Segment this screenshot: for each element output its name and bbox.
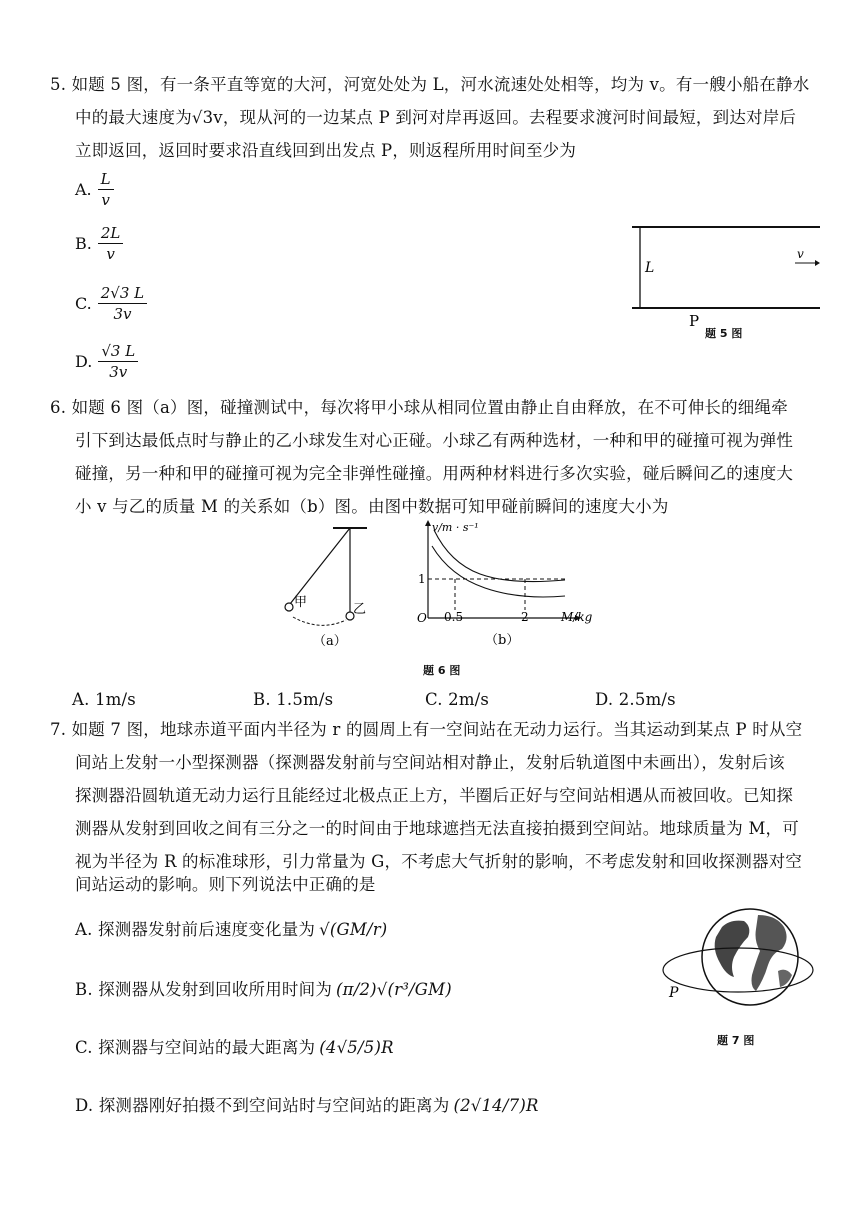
ball-jia-label: 甲: [294, 595, 308, 610]
elastic-curve: [434, 530, 565, 582]
swing-path: [293, 617, 346, 625]
figure-a-label: （a）: [313, 634, 347, 649]
option-label: D.: [75, 352, 93, 371]
option-text: D. 探测器刚好拍摄不到空间站时与空间站的距离为: [75, 1096, 450, 1115]
q7-stem-line5: 视为半径为 R 的标准球形，引力常量为 G，不考虑大气折射的影响，不考虑发射和回收探测器对空: [75, 852, 803, 871]
flow-arrowhead: [815, 260, 820, 266]
q5-option-a: [75, 170, 114, 209]
fraction-denominator: v: [106, 245, 115, 263]
fraction-denominator: 3v: [109, 363, 128, 381]
q6-option-a: A. 1m/s: [72, 690, 136, 709]
q7-stem-line3: 探测器沿圆轨道无动力运行且能经过北极点正上方，半圈后正好与空间站相遇从而被回收。已知探: [75, 786, 794, 805]
q5-option-d: [75, 342, 138, 381]
x-tick-label-1: 2: [521, 610, 529, 624]
q7-earth-orbit-figure: [660, 905, 820, 1030]
point-p-label: P: [689, 312, 700, 330]
origin-label: O: [417, 611, 427, 625]
q6-velocity-mass-graph: [410, 518, 610, 653]
q5-stem-line1: 5. 如题 5 图，有一条平直等宽的大河，河宽处处为 L，河水流速处处相等，均为 v。有一艘小船在静水: [50, 75, 810, 94]
q5-stem-line3: 立即返回，返回时要求沿直线回到出发点 P，则返程所用时间至少为: [75, 141, 577, 160]
option-text: A. 探测器发射前后速度变化量为: [75, 920, 316, 939]
x-axis-label: M/kg: [561, 610, 593, 624]
q7-stem-line4: 测器从发射到回收之间有三分之一的时间由于地球遮挡无法直接拍摄到空间站。地球质量为 M，可: [75, 819, 799, 838]
q6-stem-line2: 引下到达最低点时与静止的乙小球发生对心正碰。小球乙有两种选材，一种和甲的碰撞可视为弹性: [75, 431, 794, 450]
q7-option-d: [75, 1094, 539, 1118]
q6-option-c: C. 2m/s: [425, 690, 490, 709]
ball-yi-label: 乙: [353, 602, 367, 617]
point-p-label: P: [669, 985, 679, 1001]
option-label: A.: [75, 180, 92, 199]
q6-option-d: D. 2.5m/s: [595, 690, 676, 709]
fraction-numerator: √3 L: [98, 342, 138, 362]
q6-option-b: B. 1.5m/s: [253, 690, 334, 709]
y-axis-label: v/m · s⁻¹: [432, 521, 479, 534]
q6-stem-line1: 6. 如题 6 图（a）图，碰撞测试中，每次将甲小球从相同位置由静止自由释放，在不可伸长的细绳牵: [50, 398, 788, 417]
fraction-denominator: v: [101, 191, 110, 209]
inelastic-curve: [432, 546, 565, 597]
q7-option-c: [75, 1036, 394, 1060]
option-math: √(GM/r): [319, 920, 388, 939]
q7-option-b: [75, 978, 452, 1002]
option-math: (π/2)√(r³/GM): [336, 980, 452, 999]
ball-jia: [285, 603, 293, 611]
option-math: (4√5/5)R: [319, 1038, 394, 1057]
q6-figure-caption: 题 6 图: [423, 664, 461, 677]
flow-velocity-label: v: [797, 247, 804, 261]
option-text: C. 探测器与空间站的最大距离为: [75, 1038, 316, 1057]
fraction-denominator: 3v: [113, 305, 132, 323]
y-tick-label: 1: [418, 572, 426, 586]
q7-figure-caption: 题 7 图: [717, 1034, 755, 1047]
q6-stem-line4: 小 v 与乙的质量 M 的关系如（b）图。由图中数据可知甲碰前瞬间的速度大小为: [75, 497, 669, 516]
q5-stem-line2: 中的最大速度为√3v，现从河的一边某点 P 到河对岸再返回。去程要求渡河时间最短，到达对岸后: [75, 108, 797, 127]
figure-b-label: （b）: [485, 633, 520, 648]
q5-figure-caption: 题 5 图: [705, 327, 743, 340]
y-axis-arrow: [425, 520, 431, 526]
q5-option-b: [75, 224, 123, 263]
q5-option-c: [75, 284, 147, 323]
q7-stem-line2: 间站上发射一小型探测器（探测器发射前与空间站相对静止，发射后轨道图中未画出），发射后该: [75, 753, 785, 772]
q7-stem-line6: 间站运动的影响。则下列说法中正确的是: [75, 875, 376, 894]
fraction-numerator: L: [98, 170, 114, 190]
option-text: B. 探测器从发射到回收所用时间为: [75, 980, 333, 999]
river-width-label: L: [645, 260, 655, 276]
q6-pendulum-figure: [275, 520, 385, 650]
option-label: B.: [75, 234, 92, 253]
fraction-numerator: 2L: [98, 224, 124, 244]
q7-stem-line1: 7. 如题 7 图，地球赤道平面内半径为 r 的圆周上有一空间站在无动力运行。当其运动到某点 P 时从空: [50, 720, 803, 739]
fraction-numerator: 2√3 L: [98, 284, 147, 304]
x-tick-label-0: 0.5: [444, 610, 464, 624]
option-math: (2√14/7)R: [453, 1096, 539, 1115]
q6-stem-line3: 碰撞，另一种和甲的碰撞可视为完全非弹性碰撞。用两种材料进行多次实验，碰后瞬间乙的速度大: [75, 464, 794, 483]
option-label: C.: [75, 294, 92, 313]
string-released: [290, 528, 350, 604]
q7-option-a: [75, 918, 387, 942]
